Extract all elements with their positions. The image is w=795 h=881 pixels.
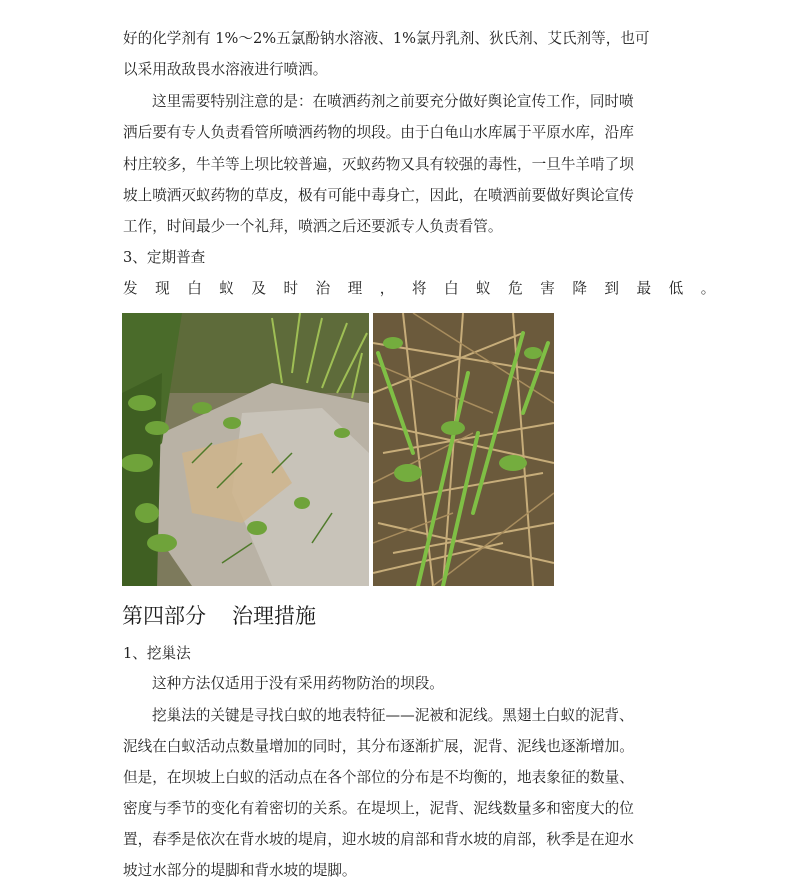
termite-site-photo-soil — [122, 313, 369, 586]
section-title: 治理措施 — [232, 604, 316, 628]
list-item-title: 3、定期普查 — [123, 249, 206, 266]
paragraph-line: 以采用敌敌畏水溶液进行喷洒。 — [123, 61, 328, 78]
paragraph-line: 这里需要特别注意的是：在喷洒药剂之前要充分做好舆论宣传工作，同时喷 — [152, 93, 634, 110]
paragraph-line: 发现白蚁及时治理，将白蚁危害降到最低。 — [123, 280, 733, 297]
paragraph-line: 工作，时间最少一个礼拜，喷洒之后还要派专人负责看管。 — [123, 218, 503, 235]
paragraph-line: 村庄较多，牛羊等上坝比较普遍，灭蚁药物又具有较强的毒性，一旦牛羊啃了坝 — [123, 156, 634, 173]
paragraph-line: 洒后要有专人负责看管所喷洒药物的坝段。由于白龟山水库属于平原水库，沿库 — [123, 124, 634, 141]
paragraph-line: 挖巢法的关键是寻找白蚁的地表特征——泥被和泥线。黑翅土白蚁的泥背、 — [152, 707, 634, 724]
paragraph-line: 坡上喷洒灭蚁药物的草皮，极有可能中毒身亡，因此，在喷洒前要做好舆论宣传 — [123, 187, 634, 204]
termite-site-photo-grass — [373, 313, 554, 586]
paragraph-line: 密度与季节的变化有着密切的关系。在堤坝上，泥背、泥线数量多和密度大的位 — [123, 800, 634, 817]
paragraph-line: 坡过水部分的堤脚和背水坡的堤脚。 — [123, 862, 357, 879]
section-number: 第四部分 — [122, 604, 206, 628]
section-heading — [122, 602, 316, 630]
paragraph-line: 这种方法仅适用于没有采用药物防治的坝段。 — [152, 675, 444, 692]
paragraph-line: 好的化学剂有 1%～2%五氯酚钠水溶液、1%氯丹乳剂、狄氏剂、艾氏剂等，也可 — [123, 30, 650, 47]
paragraph-line: 但是，在坝坡上白蚁的活动点在各个部位的分布是不均衡的，地表象征的数量、 — [123, 769, 634, 786]
list-item-title: 1、挖巢法 — [123, 645, 191, 662]
paragraph-line: 泥线在白蚁活动点数量增加的同时，其分布逐渐扩展，泥背、泥线也逐渐增加。 — [123, 738, 634, 755]
paragraph-line: 置，春季是依次在背水坡的堤肩，迎水坡的肩部和背水坡的肩部，秋季是在迎水 — [123, 831, 634, 848]
